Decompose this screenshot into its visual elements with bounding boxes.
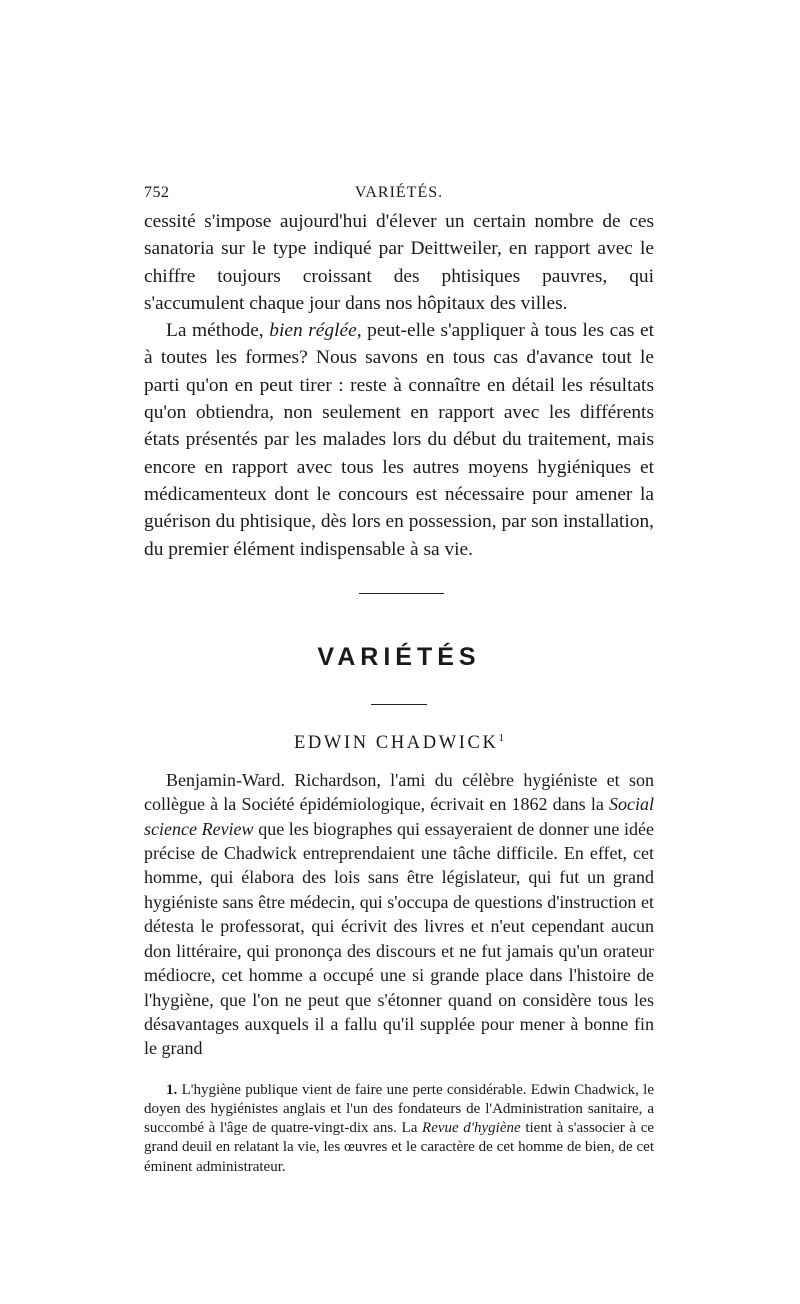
article-text: Benjamin-Ward. Richardson, l'ami du célèbre hygiéniste et son collègue à la Société épidémiologique, écrivait en 1862 dans la bbox=[144, 769, 654, 815]
emphasis-text: bien réglée, bbox=[269, 320, 362, 342]
article-text: que les biographes qui essayeraient de donner une idée précise de Chadwick entreprendaient une tâche difficile. En effet, cet homme, qui élabora des lois sans être législateur, qui fut un grand hygiéniste sans être médecin, qui s'occupa de questions d'instruction et détesta le professorat, qui écrivit des livres et n'eut cependant aucun don littéraire, qui prononça des discours et ne fut jamais qu'un orateur médiocre, cet homme a occupé une si grande place dans l'histoire de l'hygiène, que l'on ne peut que s'étonner quand on considère tous les désavantages auxquels il a fallu qu'il supplée pour mener à bonne fin le grand bbox=[144, 818, 655, 1059]
paragraph: cessité s'impose aujourd'hui d'élever un certain nombre de ces sanatoria sur le type indiqué par Deittweiler, en rapport avec le chiffre toujours croissant des phtisiques pauvres, qui s'accumulent chaque jour dans nos hôpitaux des villes. bbox=[144, 211, 654, 314]
paragraph bbox=[144, 317, 654, 563]
footnote bbox=[144, 1081, 654, 1177]
footnote-text: L'hygiène publique vient de faire une perte considérable. Edwin Chadwick, le doyen des hygiénistes anglais et l'un des fondateurs de l'Administration sanitaire, a succombé à l'âge de quatre-vingt-dix ans. La bbox=[144, 1081, 654, 1137]
preceding-article bbox=[144, 208, 654, 563]
page-number: 752 bbox=[144, 184, 170, 201]
footnote-text: tient à s'associer à ce grand deuil en relatant la vie, les œuvres et le caractère de cet homme de bien, de cet éminent administrateur. bbox=[144, 1120, 655, 1175]
paragraph-text: peut-elle s'appliquer à tous les cas et à toutes les formes? Nous savons en tous cas d'avance tout le parti qu'on en peut tirer : reste à connaître en détail les résultats qu'on obtiendra, non seulement en rapport avec les différents états présentés par les malades lors du début du traitement, mais encore en rapport avec tous les autres moyens hygiéniques et médicamenteux dont le concours est nécessaire pour amener la guérison du phtisique, dès lors en possession, par son installation, du premier élément indispensable à sa vie. bbox=[144, 320, 654, 560]
article-body bbox=[144, 768, 654, 1061]
running-title: VARIÉTÉS. bbox=[354, 184, 444, 201]
emphasis-text: Social science Review bbox=[144, 794, 655, 839]
running-head bbox=[144, 180, 654, 208]
section-title: VARIÉTÉS bbox=[317, 642, 481, 671]
paragraph-text: La méthode, bbox=[166, 320, 264, 342]
footnote-marker: 1. bbox=[166, 1081, 178, 1098]
article-title-text: EDWIN CHADWICK bbox=[294, 732, 499, 753]
emphasis-text: Revue d'hygiène bbox=[422, 1120, 521, 1137]
book-page bbox=[144, 180, 654, 1177]
footnote-reference: 1 bbox=[498, 731, 504, 744]
article-title bbox=[144, 732, 654, 754]
